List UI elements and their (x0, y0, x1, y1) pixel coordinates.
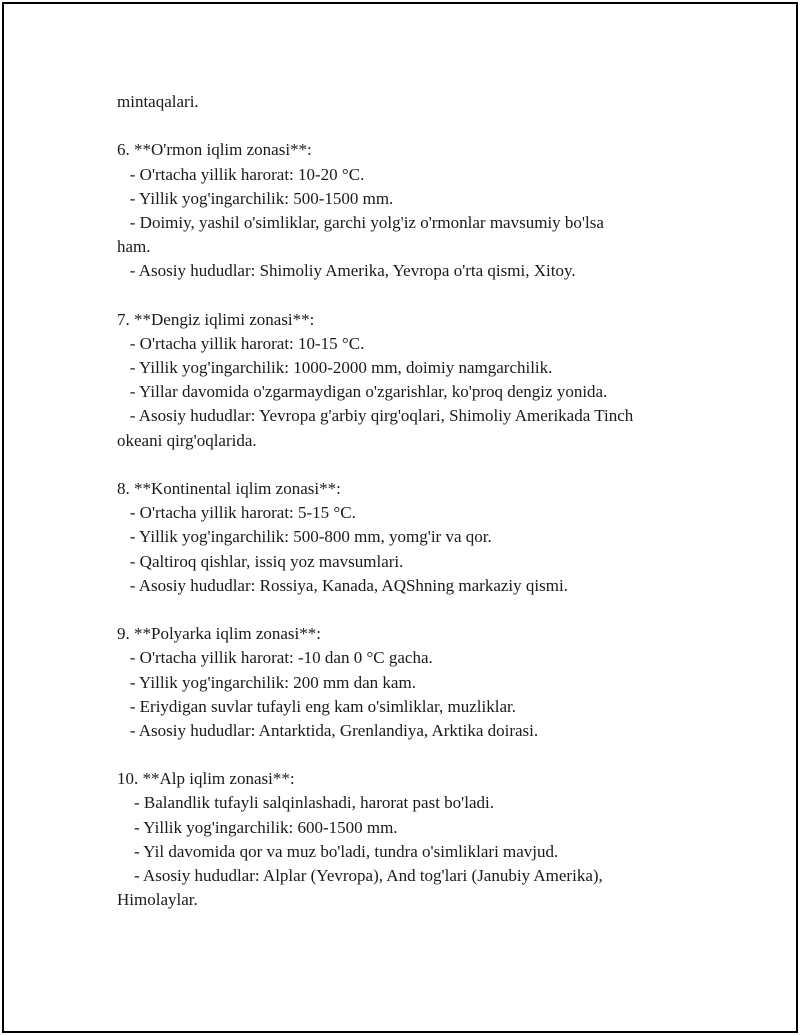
list-item: - O'rtacha yillik harorat: 10-20 °C. (117, 164, 365, 184)
blank-line (117, 284, 697, 308)
section-heading: 7. **Dengiz iqlimi zonasi**: (117, 309, 315, 329)
list-item: - Yillik yog'ingarchilik: 1000-2000 mm, doimiy namgarchilik. (117, 358, 553, 378)
section-heading: 8. **Kontinental iqlim zonasi**: (117, 479, 341, 498)
list-item: - Yillik yog'ingarchilik: 600-1500 mm. (117, 817, 398, 837)
list-item: - Yillar davomida o'zgarmaydigan o'zgarishlar, ko'proq dengiz yonida. (117, 382, 608, 402)
blank-line (117, 114, 697, 138)
list-item: - Qaltiroq qishlar, issiq yoz mavsumlari. (117, 551, 404, 571)
list-item: - Asosiy hududlar: Yevropa g'arbiy qirg'oqlari, Shimoliy Amerikada Tinch (117, 406, 634, 426)
list-item: - Balandlik tufayli salqinlashadi, harorat past bo'ladi. (117, 793, 494, 813)
list-item: - Yil davomida qor va muz bo'ladi, tundra o'simliklari mavjud. (117, 841, 559, 861)
list-item-continuation: Himolaylar. (117, 890, 198, 910)
section-heading: 9. **Polyarka iqlim zonasi**: (117, 624, 321, 644)
list-item: - O'rtacha yillik harorat: -10 dan 0 °C gacha. (117, 648, 433, 668)
section-heading: 6. **O'rmon iqlim zonasi**: (117, 140, 312, 160)
list-item: - Asosiy hududlar: Alplar (Yevropa), And tog'lari (Janubiy Amerika), (117, 866, 603, 885)
list-item: - Yillik yog'ingarchilik: 200 mm dan kam. (117, 672, 416, 692)
blank-line (117, 598, 697, 622)
list-item: - Yillik yog'ingarchilik: 500-800 mm, yomg'ir va qor. (117, 527, 492, 547)
list-item: - Asosiy hududlar: Antarktida, Grenlandiya, Arktika doirasi. (117, 720, 539, 740)
document-body (117, 90, 697, 912)
section-heading: 10. **Alp iqlim zonasi**: (117, 769, 295, 789)
blank-line (117, 743, 697, 767)
list-item-continuation: okeani qirg'oqlarida. (117, 430, 257, 450)
list-item: - O'rtacha yillik harorat: 5-15 °C. (117, 503, 356, 523)
list-item: - Doimiy, yashil o'simliklar, garchi yolg'iz o'rmonlar mavsumiy bo'lsa (117, 212, 604, 232)
blank-line (117, 453, 697, 477)
list-item: - Eriydigan suvlar tufayli eng kam o'simliklar, muzliklar. (117, 696, 516, 716)
list-item: - Asosiy hududlar: Rossiya, Kanada, AQShning markaziy qismi. (117, 575, 568, 595)
list-item: - O'rtacha yillik harorat: 10-15 °C. (117, 333, 365, 353)
list-item: - Asosiy hududlar: Shimoliy Amerika, Yevropa o'rta qismi, Xitoy. (117, 261, 576, 281)
list-item: - Yillik yog'ingarchilik: 500-1500 mm. (117, 188, 394, 208)
list-item-continuation: ham. (117, 237, 151, 257)
text-line: mintaqalari. (117, 92, 199, 111)
